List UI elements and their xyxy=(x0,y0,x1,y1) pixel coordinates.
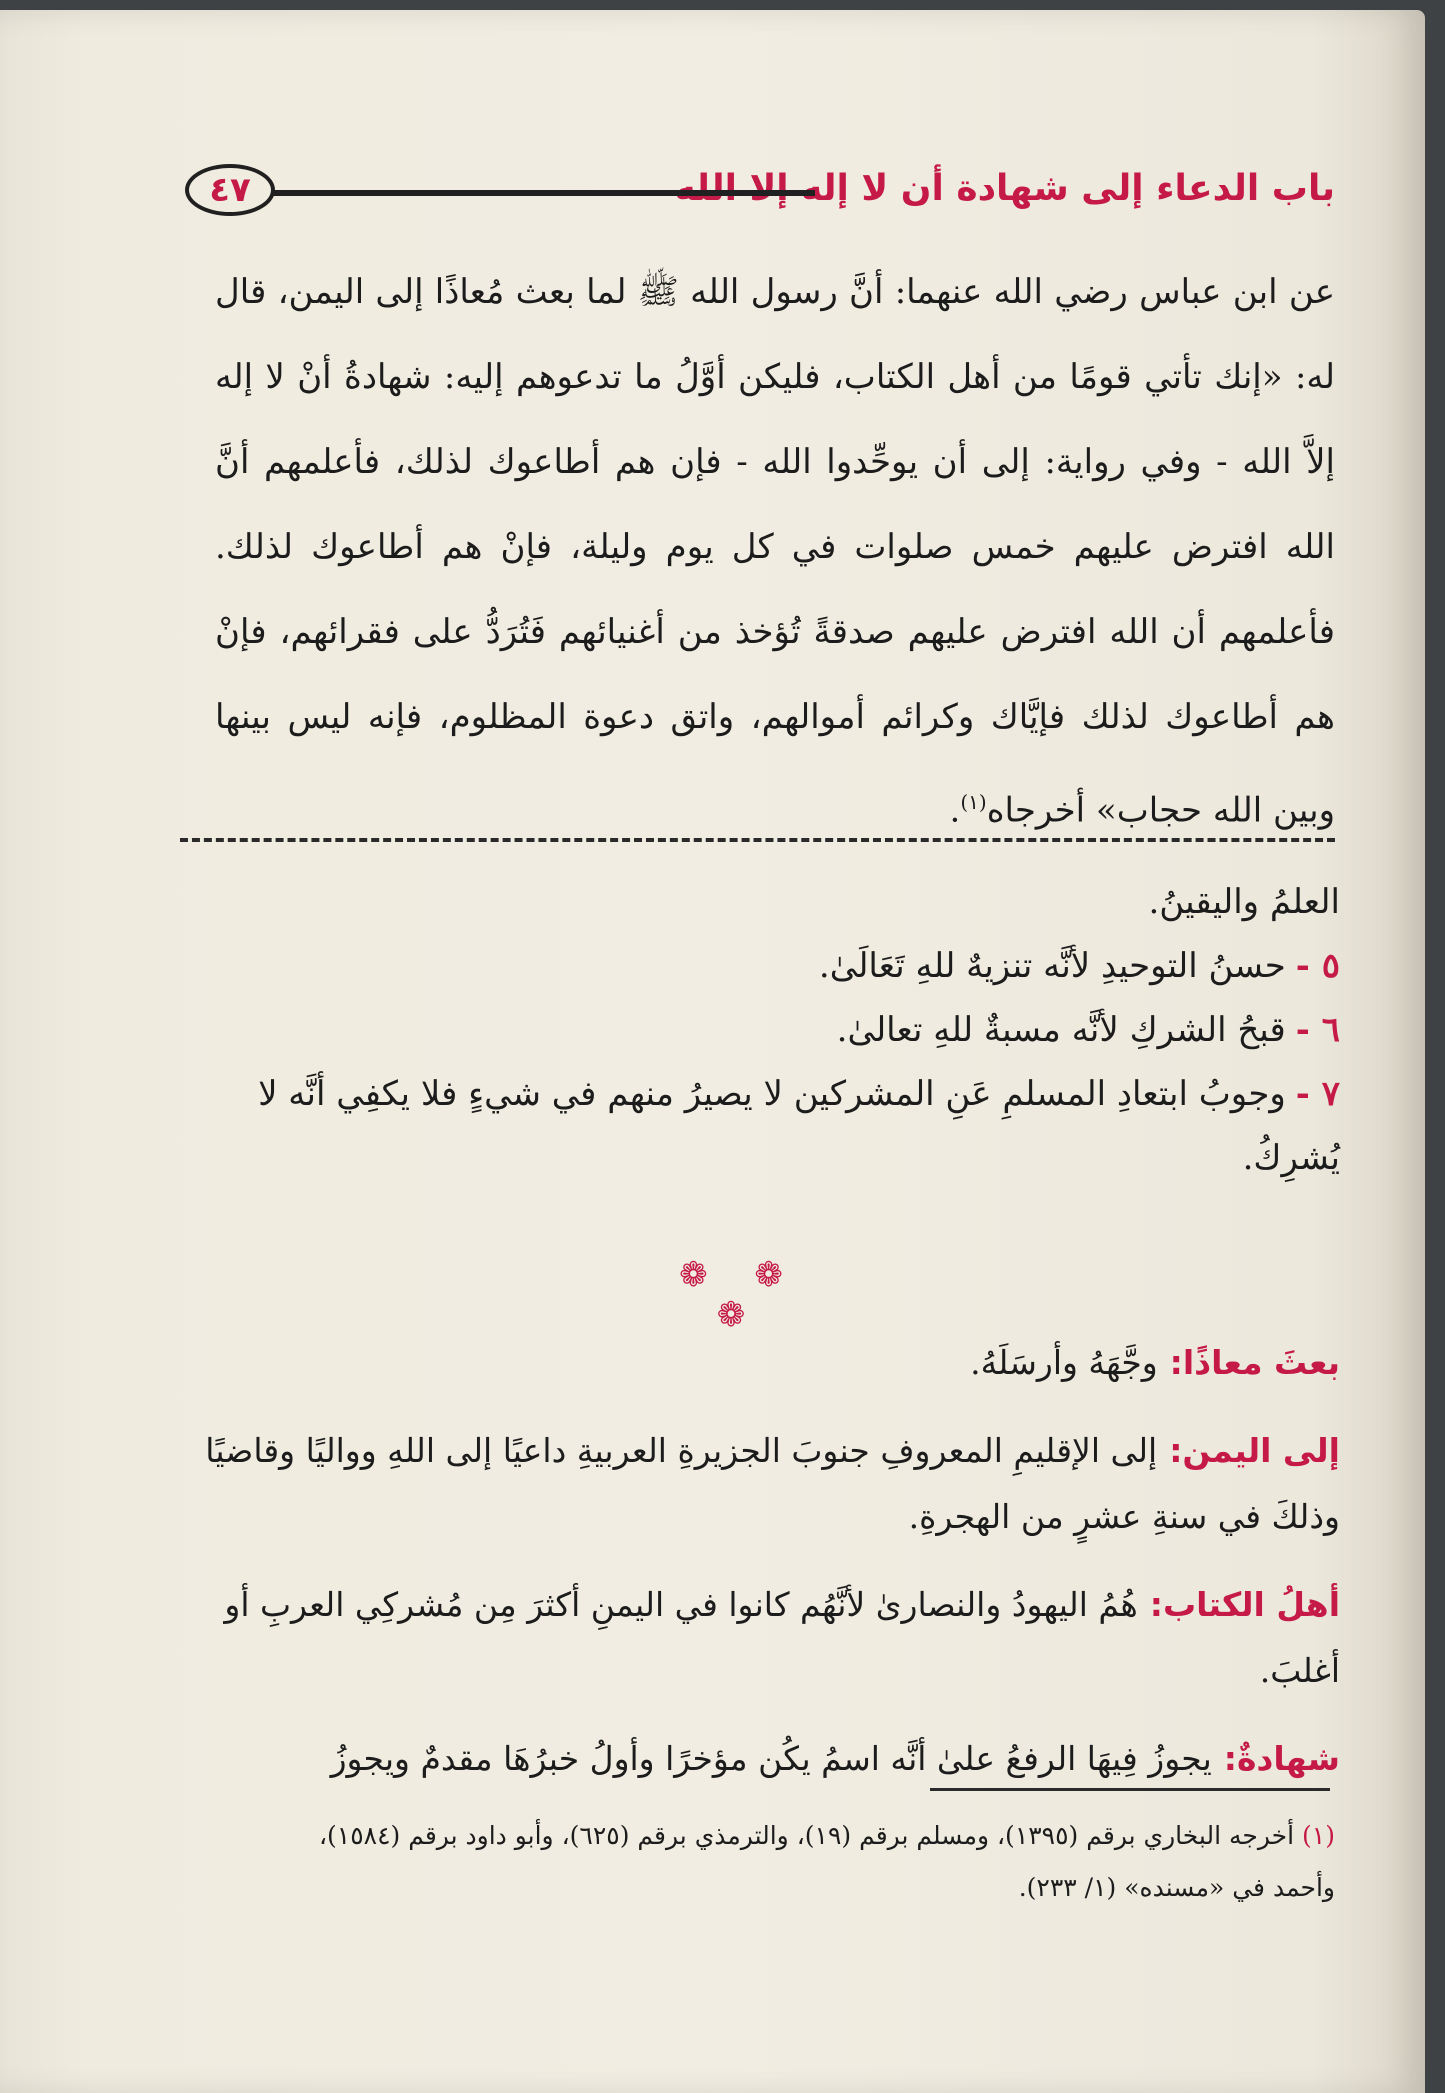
footnote-line xyxy=(180,1810,1335,1862)
definition-text: يجوزُ فِيهَا الرفعُ علىٰ أنَّه اسمُ يكُن مؤخرًا وأولُ خبرُهَا مقدمٌ ويجوزُ xyxy=(330,1739,1212,1778)
definition-text: هُمُ اليهودُ والنصارىٰ لأنَّهُم كانوا في اليمنِ أكثرَ مِن مُشركِي العربِ أو أغلبَ. xyxy=(224,1585,1340,1690)
notes-continuation: العلمُ واليقينُ. xyxy=(1148,882,1340,922)
header-rule xyxy=(273,190,815,196)
definition-term: بعثَ معاذًا: xyxy=(1169,1343,1340,1382)
footnote xyxy=(180,1810,1335,1914)
definition-text: وجَّهَهُ وأرسَلَهُ. xyxy=(970,1343,1158,1382)
note-item xyxy=(170,934,1340,998)
note-number: ٥ - xyxy=(1295,946,1340,986)
definition-term: أهلُ الكتاب: xyxy=(1149,1585,1340,1624)
chapter-title: باب الدعاء إلى شهادة أن لا إله إلا الله xyxy=(674,168,1335,209)
page-header xyxy=(185,160,1335,224)
hadith-text: عن ابن عباس رضي الله عنهما: أنَّ رسول الله ﷺ لما بعث مُعاذًا إلى اليمن، قال له: «إنك تأتي قومًا من أهل الكتاب، فليكن أوَّلُ ما تدعوهم إليه: شهادةُ أنْ لا إله إلاَّ الله - وفي رواية: إلى أن يوحِّدوا الله - فإن هم أطاعوك لذلك، فأعلمهم أنَّ الله افترض عليهم خمس صلوات في كل يوم وليلة، فإنْ هم أطاعوك لذلك. فأعلمهم أن الله افترض عليهم صدقةً تُؤخذ من أغنيائهم فَتُرَدُّ على فقرائهم، فإنْ هم أطاعوك لذلك فإيَّاك وكرائم أموالهم، واتق دعوة المظلوم، فإنه ليس بينها وبين الله حجاب» أخرجاه$^{(١)}$. xyxy=(215,272,1335,831)
definition-term: شهادةٌ: xyxy=(1223,1739,1340,1778)
note-text: وجوبُ ابتعادِ المسلمِ عَنِ المشركين لا يصيرُ منهم في شيءٍ فلا يكفِي أنَّه لا يُشرِكُ. xyxy=(258,1074,1340,1178)
footnote-rule xyxy=(930,1788,1330,1791)
note-number: ٦ - xyxy=(1295,1010,1340,1050)
note-item xyxy=(170,998,1340,1062)
definition-entry xyxy=(165,1572,1340,1704)
footnote-text: أخرجه البخاري برقم (١٣٩٥)، ومسلم برقم (١٩)، والترمذي برقم (٦٢٥)، وأبو داود برقم (١٥٨٤)، xyxy=(318,1821,1295,1850)
notes-section xyxy=(170,870,1340,1190)
note-item xyxy=(170,1062,1340,1190)
definition-entry xyxy=(165,1330,1340,1396)
dashed-separator xyxy=(180,838,1335,842)
definition-entry xyxy=(165,1418,1340,1550)
definitions-section xyxy=(165,1330,1340,1814)
footnote-number: (١) xyxy=(1302,1821,1335,1850)
footnote-line: وأحمد في «مسنده» (١/ ٢٣٣). xyxy=(1018,1873,1335,1902)
section-divider-stars: ❁ ❁ ❁ xyxy=(679,1255,801,1335)
definition-term: إلى اليمن: xyxy=(1169,1431,1340,1470)
note-text: حسنُ التوحيدِ لأنَّه تنزيهٌ للهِ تَعَالَىٰ. xyxy=(818,946,1286,986)
note-number: ٧ - xyxy=(1295,1074,1340,1114)
footnote-reference: (١) xyxy=(960,790,987,814)
note-text: قبحُ الشركِ لأنَّه مسبةٌ للهِ تعالىٰ. xyxy=(836,1010,1286,1050)
page-number: ٤٧ xyxy=(185,164,275,216)
definition-entry xyxy=(165,1726,1340,1792)
hadith-body: عن ابن عباس رضي الله عنهما: أنَّ رسول الله ﷺ لما بعث مُعاذًا إلى اليمن، قال له: «إنك تأتي قومًا من أهل الكتاب، فليكن أوَّلُ ما تدعوهم إليه: شهادةُ أنْ لا إله إلاَّ الله - وفي رواية: إلى أن يوحِّدوا الله - فإن هم أطاعوك لذلك، فأعلمهم أنَّ الله افترض عليهم خمس صلوات في كل يوم وليلة، فإنْ هم أطاعوك لذلك. فأعلمهم أن الله افترض عليهم صدقةً تُؤخذ من أغنيائهم فَتُرَدُّ على فقرائهم، فإنْ هم أطاعوك لذلك فإيَّاك وكرائم أموالهم، واتق دعوة المظلوم، فإنه ليس بينها وبين الله حجاب» أخرجاه xyxy=(215,272,1335,831)
definition-text: إلى الإقليمِ المعروفِ جنوبَ الجزيرةِ العربيةِ داعيًا إلى اللهِ وواليًا وقاضيًا وذلكَ في سنةِ عشرٍ من الهجرةِ. xyxy=(205,1431,1340,1536)
book-page xyxy=(0,10,1425,2093)
